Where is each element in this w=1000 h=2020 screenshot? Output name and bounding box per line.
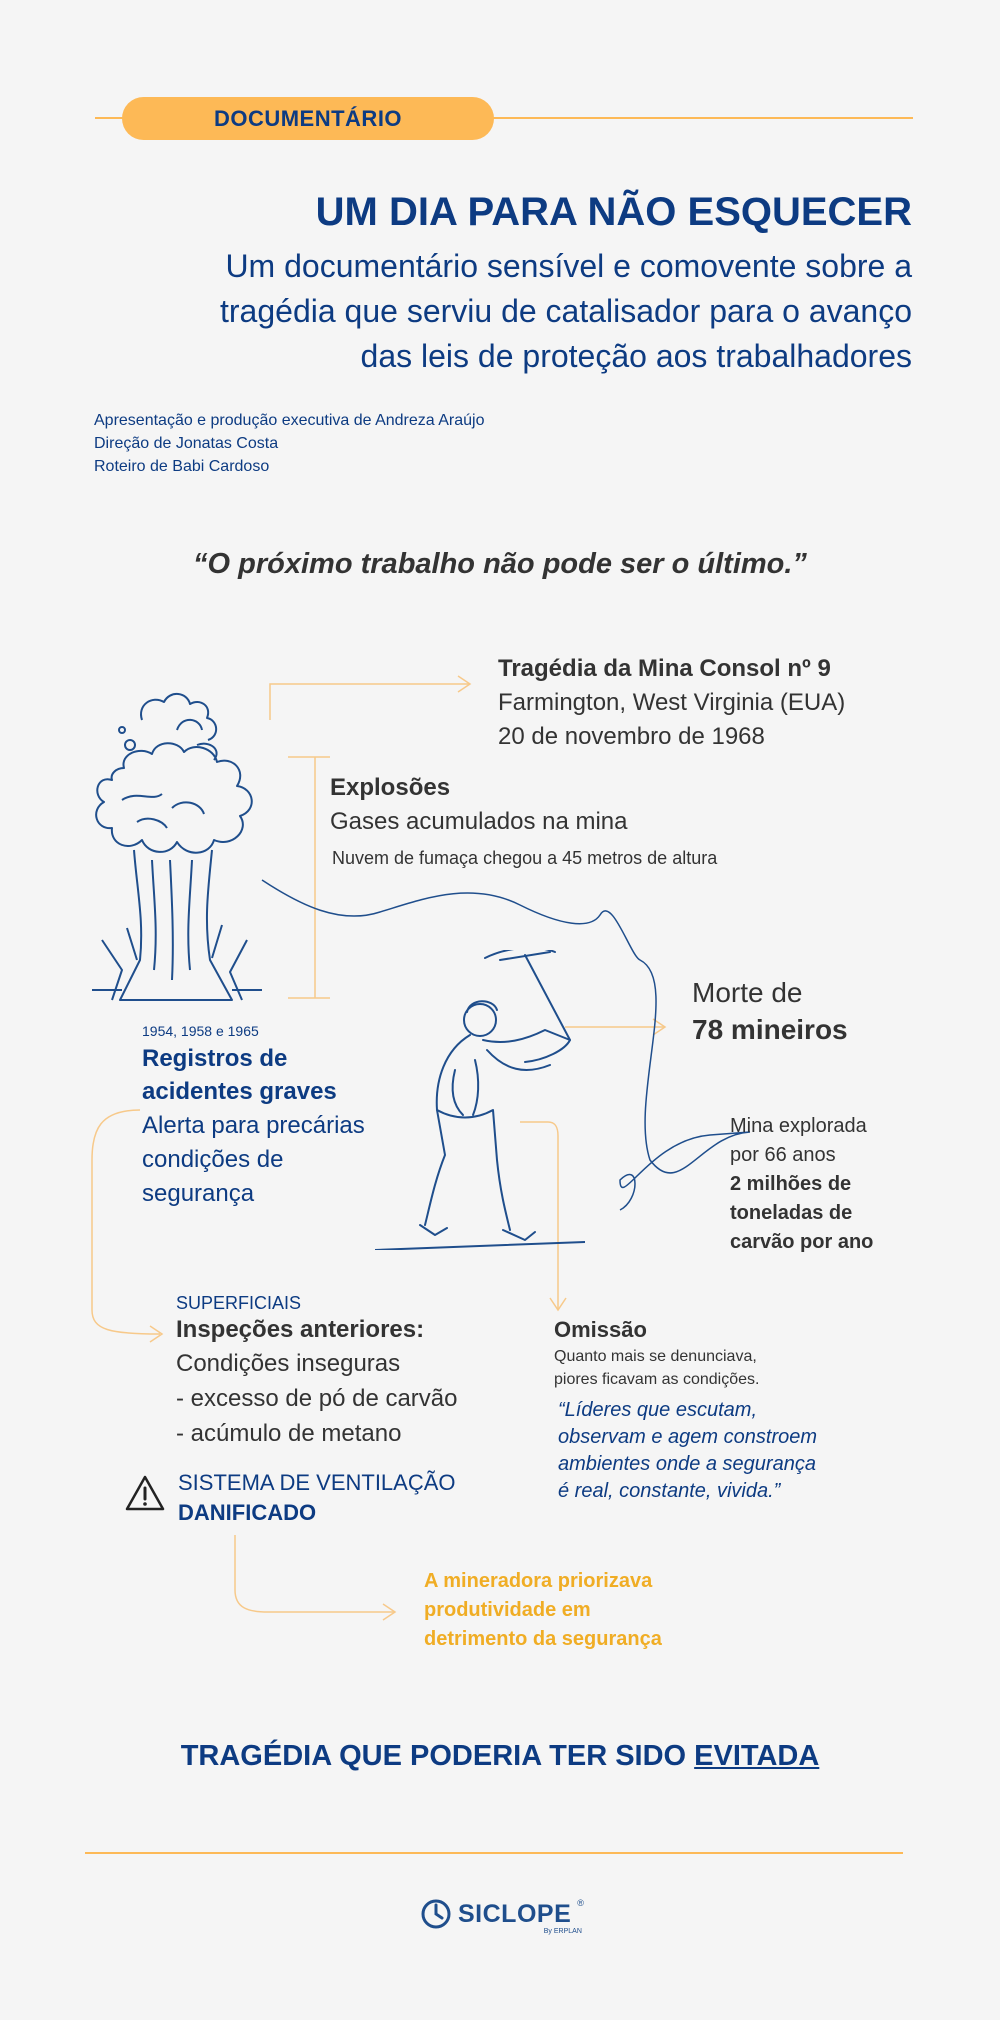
records-text-2: condições de <box>142 1146 284 1173</box>
inspections-line-1: Condições inseguras <box>176 1350 401 1377</box>
records-text-1: Alerta para precárias <box>142 1112 365 1139</box>
explosions-title: Explosões <box>330 774 451 801</box>
records-years: 1954, 1958 e 1965 <box>142 1023 259 1039</box>
ventilation-line-1: SISTEMA DE VENTILAÇÃO <box>178 1470 456 1495</box>
inspections-title: Inspeções anteriores: <box>176 1316 425 1343</box>
main-quote: “O próximo trabalho não pode ser o último.” <box>193 548 807 580</box>
mine-bold-1: 2 milhões de <box>730 1173 852 1195</box>
documentary-badge: DOCUMENTÁRIO <box>122 97 494 140</box>
warning-icon <box>124 1474 166 1512</box>
omission-quote-4: é real, constante, vivida.” <box>558 1480 781 1502</box>
omission-title: Omissão <box>554 1317 647 1342</box>
final-statement-emphasis: EVITADA <box>694 1740 820 1772</box>
tragedy-date: 20 de novembro de 1968 <box>498 723 765 750</box>
credit-direction: Direção de Jonatas Costa <box>94 435 279 452</box>
omission-quote-3: ambientes onde a segurança <box>558 1453 816 1475</box>
explosions-detail: Nuvem de fumaça chegou a 45 metros de altura <box>332 848 718 868</box>
siclope-logo <box>420 1898 584 1935</box>
mine-bold-3: carvão por ano <box>730 1231 874 1253</box>
page-subtitle: Um documentário sensível e comovente sobre a tragédia que serviu de catalisador para o avanço das leis de proteção aos trabalhadores <box>220 248 912 374</box>
inspections-line-2: - excesso de pó de carvão <box>176 1385 458 1412</box>
inspections-line-3: - acúmulo de metano <box>176 1420 402 1447</box>
explosion-illustration <box>82 690 272 1002</box>
records-text-3: segurança <box>142 1180 255 1207</box>
mine-line-2: por 66 anos <box>730 1144 836 1166</box>
tragedy-title: Tragédia da Mina Consol nº 9 <box>498 655 831 682</box>
omission-quote-1: “Líderes que escutam, <box>558 1399 757 1421</box>
priority-line-3: detrimento da segurança <box>424 1628 662 1650</box>
mine-bold-2: toneladas de <box>730 1202 853 1224</box>
omission-line-2: piores ficavam as condições. <box>554 1371 760 1388</box>
explosions-cause: Gases acumulados na mina <box>330 808 628 835</box>
logo-registered: ® <box>577 1898 584 1908</box>
final-statement <box>0 1740 1000 1773</box>
records-title-2: acidentes graves <box>142 1078 337 1105</box>
mine-line-1: Mina explorada <box>730 1115 867 1137</box>
credit-production: Apresentação e produção executiva de Andreza Araújo <box>94 412 485 429</box>
logo-mark-icon <box>420 1898 452 1930</box>
deaths-prefix: Morte de <box>692 977 803 1008</box>
logo-name: SICLOPE <box>458 1899 572 1928</box>
deaths-count: 78 mineiros <box>692 1014 848 1045</box>
omission-line-1: Quanto mais se denunciava, <box>554 1348 757 1365</box>
omission-quote-2: observam e agem constroem <box>558 1426 818 1448</box>
ventilation-line-2: DANIFICADO <box>178 1500 317 1525</box>
tragedy-location: Farmington, West Virginia (EUA) <box>498 689 846 716</box>
logo-tagline: By ERPLAN <box>543 1928 582 1935</box>
priority-line-2: produtividade em <box>424 1599 591 1621</box>
priority-line-1: A mineradora priorizava <box>424 1570 653 1592</box>
inspections-label: SUPERFICIAIS <box>176 1293 302 1313</box>
miner-illustration <box>375 950 585 1250</box>
credit-script: Roteiro de Babi Cardoso <box>94 458 270 475</box>
page-title: UM DIA PARA NÃO ESQUECER <box>315 190 912 234</box>
final-statement-text: TRAGÉDIA QUE PODERIA TER SIDO <box>180 1740 695 1772</box>
records-title-1: Registros de <box>142 1045 288 1072</box>
